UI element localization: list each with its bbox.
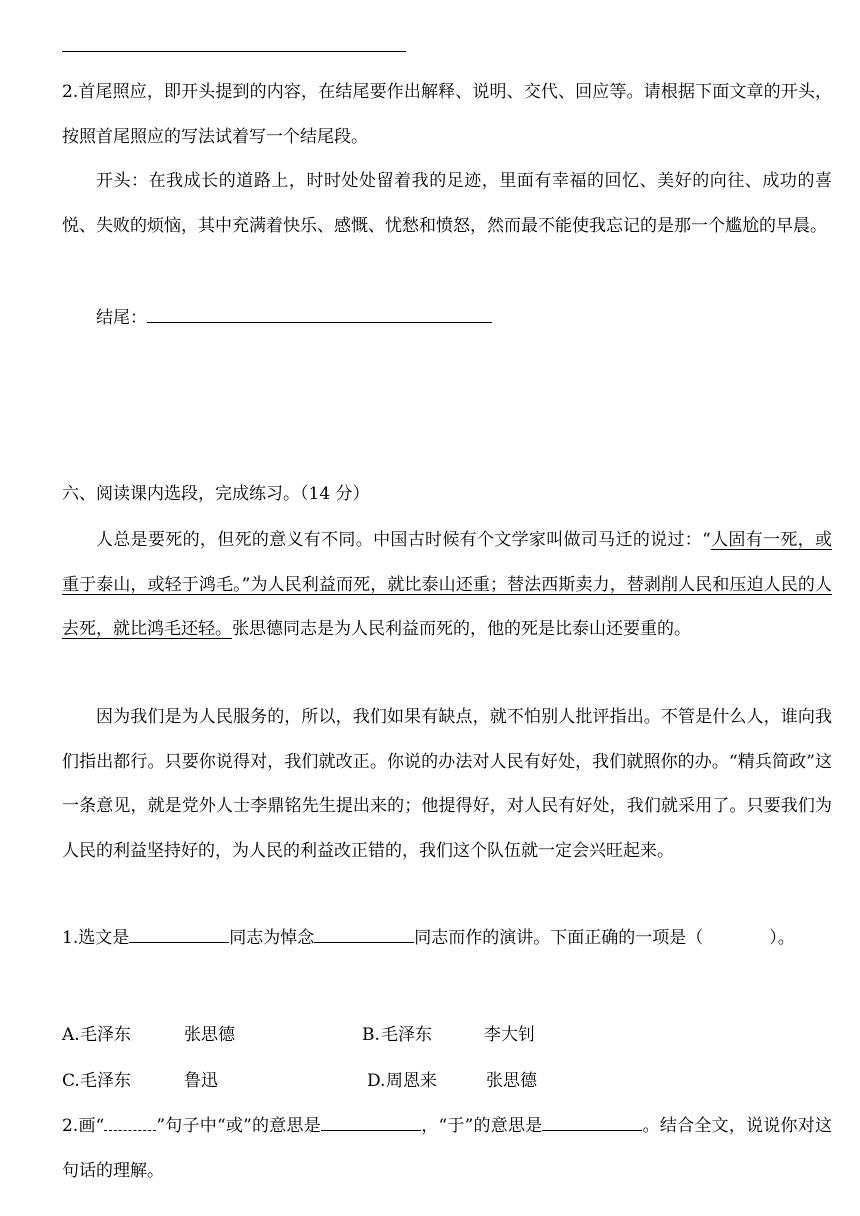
para1-tail: 张思德同志是为人民利益而死的，他的死是比泰山还要重的。 [232, 619, 691, 639]
q1-text-d: ）。 [769, 928, 795, 948]
option-b-first: 毛泽东 [381, 1025, 432, 1045]
q2-writing-prompt: 2.首尾照应，即开头提到的内容，在结尾要作出解释、说明、交代、回应等。请根据下面文章的开头，按照首尾照应的写法试着写一个结尾段。 [62, 82, 832, 147]
ending-answer-blank[interactable] [147, 303, 492, 323]
q2-sentence-marker [104, 1111, 156, 1131]
q2-opening-passage: 开头：在我成长的道路上，时时处处留着我的足迹，里面有幸福的回忆、美好的向往、成功的喜悦、失败的烦恼，其中充满着快乐、感慨、忧愁和愤怒，然而最不能使我忘记的是那一个尴尬的早晨。 [62, 171, 832, 236]
s6-question-1 [62, 916, 832, 961]
q2-text-c: ，“于”的意思是 [420, 1116, 543, 1136]
option-c-letter[interactable]: C. [62, 1071, 80, 1091]
option-d-second: 张思德 [486, 1071, 537, 1091]
option-a-first: 毛泽东 [80, 1025, 131, 1045]
q2-text-a: 2.画“ [62, 1116, 105, 1136]
ending-label: 结尾： [96, 308, 147, 328]
q1-text-a: 1.选文是 [62, 928, 130, 948]
q1-blank-subject[interactable] [314, 923, 414, 943]
answer-line-top [62, 51, 406, 52]
option-c-first: 毛泽东 [80, 1071, 131, 1091]
option-d-first: 周恩来 [386, 1071, 437, 1091]
option-d-letter[interactable]: D. [367, 1071, 386, 1091]
option-b-second: 李大钊 [484, 1025, 535, 1045]
q2-text-b: ”句子中“或”的意思是 [156, 1116, 321, 1136]
section6-title: 六、阅读课内选段，完成练习。（14 分） [62, 484, 370, 504]
option-a-letter[interactable]: A. [62, 1025, 80, 1045]
q1-text-c: 同志而作的演讲。下面正确的一项是（ [414, 928, 704, 948]
option-a-second: 张思德 [184, 1025, 235, 1045]
para1-lead: 人总是要死的，但死的意义有不同。中国古时候有个文学家叫做司马迁的说过：“ [96, 530, 711, 550]
para1-underlined-sentence: 人固有一死，或重于泰山，或轻于鸿毛。”为人民利益而死，就比泰山还重；替法西斯卖力，替剥削人民和压迫人民的人去死，就比鸿毛还轻。 [62, 530, 832, 639]
q1-text-b: 同志为悼念 [229, 928, 315, 948]
q2-blank-huo[interactable] [321, 1111, 421, 1131]
q2-blank-yu[interactable] [542, 1111, 642, 1131]
q2-text-d: 。结合全文，说说你对这句话的理解。 [62, 1116, 832, 1181]
section6-paragraph-2: 因为我们是为人民服务的，所以，我们如果有缺点，就不怕别人批评指出。不管是什么人，谁向我们指出都行。只要你说得对，我们就改正。你说的办法对人民有好处，我们就照你的办。“精兵简政”这一条意见，就是党外人士李鼎铭先生提出来的；他提得好，对人民有好处，我们就采用了。只要我们为人民的利益坚持好的，为人民的利益改正错的，我们这个队伍就一定会兴旺起来。 [62, 707, 832, 861]
option-b-letter[interactable]: B. [362, 1025, 380, 1045]
q2-ending-row [62, 296, 832, 341]
s6-question-2 [62, 1104, 832, 1193]
q1-blank-author[interactable] [129, 923, 229, 943]
section6-paragraph-1 [62, 518, 832, 652]
option-c-second: 鲁迅 [184, 1071, 218, 1091]
